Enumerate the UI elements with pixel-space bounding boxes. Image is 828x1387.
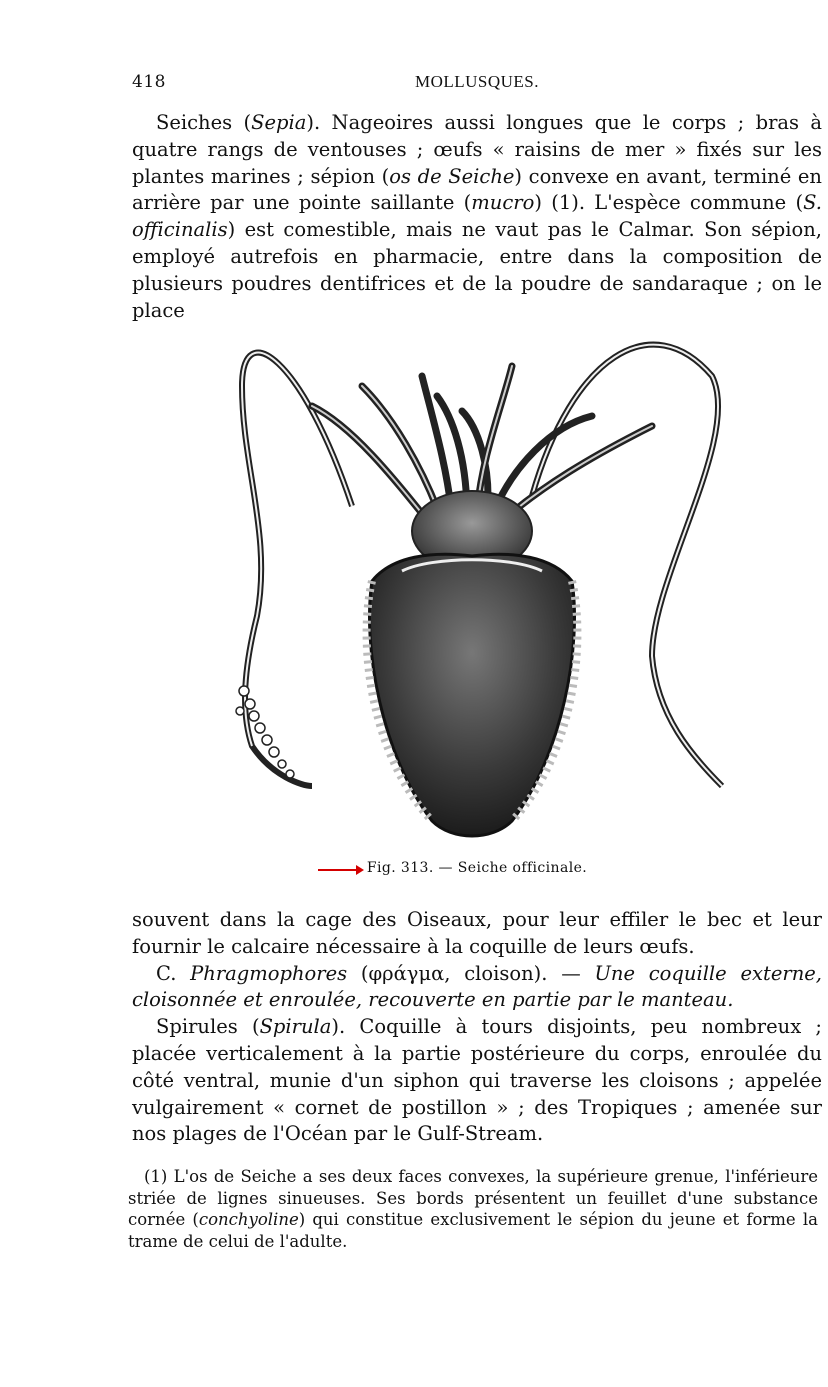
paragraph-block-bottom xyxy=(132,907,822,1148)
paragraph-phragmophores: C. Phragmophores (φράγμα, cloison). — Une coquille externe, cloisonnée et enroulée, recouverte en partie par le manteau. xyxy=(132,961,822,1012)
page-number: 418 xyxy=(132,72,166,92)
running-title: MOLLUSQUES. xyxy=(414,72,540,91)
footnote-text: (1) L'os de Seiche a ses deux faces convexes, la supérieure grenue, l'inférieure striée de lignes sinueuses. Ses bords présentent un feuillet d'une substance cornée (conchyoline) qui constitue exclusivement le sépion du jeune et forme la trame de celui de l'adulte. xyxy=(128,1167,818,1251)
running-head xyxy=(132,72,822,98)
paragraph-continuation: souvent dans la cage des Oiseaux, pour leur effiler le bec et leur fournir le calcaire nécessaire à la coquille de leurs œufs. xyxy=(132,908,822,958)
cuttlefish-drawing xyxy=(132,316,822,856)
cuttlefish-illustration xyxy=(132,316,822,856)
footnote xyxy=(128,1166,818,1252)
figure-caption: Fig. 313. — Seiche officinale. xyxy=(366,860,588,876)
paragraph-spirula: Spirules (Spirula). Coquille à tours disjoints, peu nombreux ; placée verticalement à la partie postérieure du corps, enroulée du côté ventral, munie d'un siphon qui traverse les cloisons ; appelée vulgairement « cornet de postillon » ; des Tropiques ; amenée sur nos plages de l'Océan par le Gulf-Stream. xyxy=(132,1015,822,1146)
paragraph-sepia-text: Seiches (Sepia). Nageoires aussi longues que le corps ; bras à quatre rangs de ventouses ; œufs « raisins de mer » fixés sur les plantes marines ; sépion (os de Seiche) convexe en avant, terminé en arrière par une pointe saillante (mucro) (1). L'espèce commune (S. officinalis) est comestible, mais ne vaut pas le Calmar. Son sépion, employé autrefois en pharmacie, entre dans la composition de plusieurs poudres dentifrices et de la poudre de sandaraque ; on le place xyxy=(132,111,823,322)
paragraph-sepia xyxy=(132,110,822,324)
